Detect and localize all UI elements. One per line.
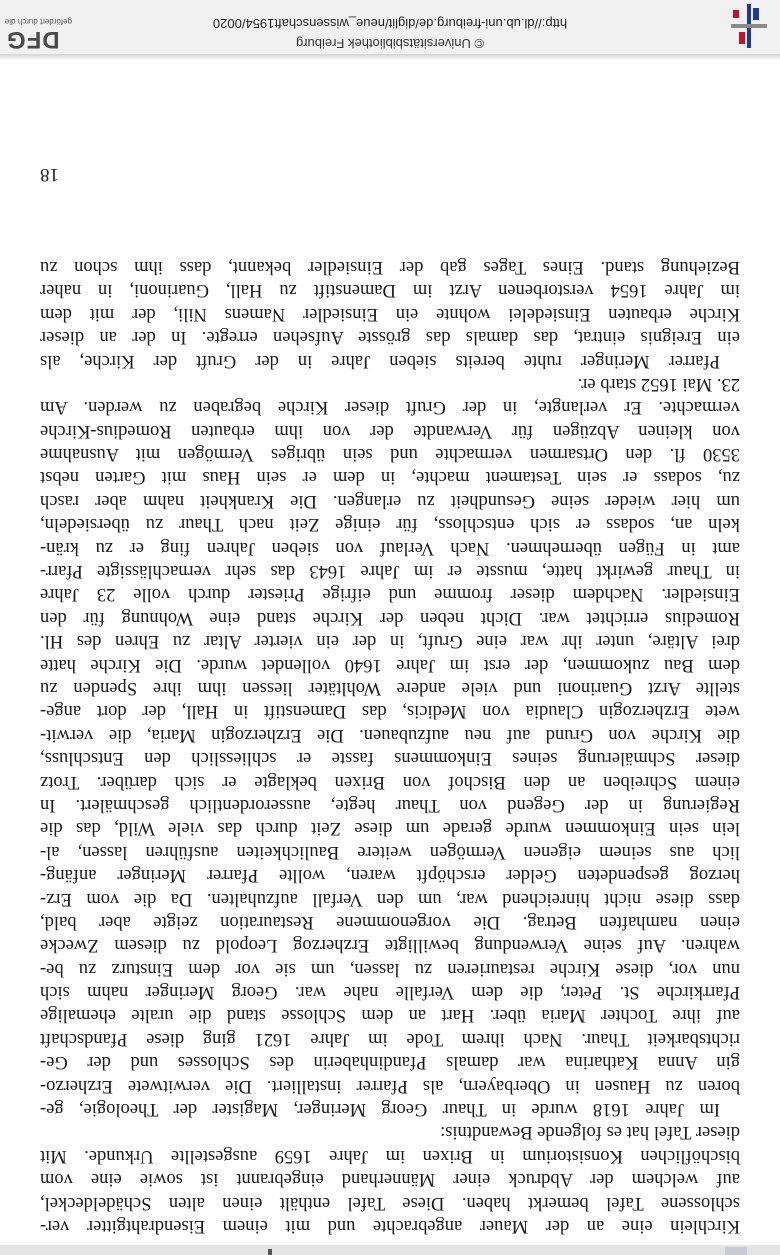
dfg-logo[interactable] xyxy=(6,17,72,52)
text-line: auf welchem der Abdruck einer Männerhand eingebrannt ist sowie eine vom xyxy=(40,1169,740,1190)
text-line: wete Erzherzogin Claudia von Medicis, das Damenstift in Hall, der dort ange- xyxy=(40,701,740,722)
text-line: Pfarrer Meringer ruhte bereits sieben Jahre in der Gruft der Kirche, als xyxy=(40,350,720,371)
strip-mark xyxy=(725,1247,747,1255)
dfg-caption: gefördert durch die xyxy=(4,17,72,26)
text-line: schlossene Tafel bemerkt haben. Diese Tafel enthält einen alten Schädeldeckel, xyxy=(40,1192,740,1213)
text-line: in Thaur gewirkt hatte, musste er im Jahre 1643 das sehr vernachlässigte Pfarr- xyxy=(40,561,740,582)
text-line: amt in Fügen übernehmen. Nach Verlauf von sieben Jahren fing er zu krän- xyxy=(40,537,740,558)
text-line: lein sein Einkommen wurde gerade um diese Zeit durch das viele Wild, das die xyxy=(40,818,740,839)
text-line: Kirche erbauten Einsiedelei wohnte ein Einsiedler Namens Nili, der mit dem xyxy=(40,303,740,324)
text-line: ein Ereignis eintrat, das damals das grösste Aufsehen erregte. In der an dieser xyxy=(40,327,740,348)
text-line: gin Anna Katharina war damals Pfandinhaberin des Schlosses und der Ge- xyxy=(40,1052,740,1073)
page-text xyxy=(40,255,740,1237)
text-line: lich aus seinem eigenen Vermögen weitere Baulichkeiten ausführen lassen, al- xyxy=(40,841,740,862)
text-line: um hier wieder seine Gesundheit zu erlangen. Die Krankheit nahm aber rasch xyxy=(40,490,740,511)
text-line: stellte Arzt Guarinoni und viele andere Wohltäter liessen ihm ihre Spenden zu xyxy=(40,678,740,699)
text-line: Romedius errichtet war. Dicht neben der Kirche stand eine Wohnung für den xyxy=(40,607,740,628)
page-number: 18 xyxy=(40,164,59,185)
text-line: auf ihre Tochter Maria über. Hart an dem Schlosse stand die uralte ehemalige xyxy=(40,1005,740,1026)
text-line: einen namhaften Betrag. Die vorgenommene Restauration zeigte aber bald, xyxy=(40,911,740,932)
text-line: keln an, sodass er sich entschloss, für einige Zeit nach Thaur zu übersiedeln, xyxy=(40,514,740,535)
text-line: dieser Schmälerung seines Einkommens fasste er schliesslich den Entschluss, xyxy=(40,748,740,769)
text-line: drei Altäre, unter ihr war eine Gruft, in der ein vierter Altar zu Ehren des Hl. xyxy=(40,631,740,652)
text-line: herzog gespendeten Gelder erschöpft waren, wollte Pfarrer Meringer anfäng- xyxy=(40,865,740,886)
strip-mark xyxy=(268,1249,272,1255)
text-line: Kirchlein eine an der Mauer angebrachte und mit einem Eisendrahtgitter ver- xyxy=(40,1216,740,1236)
text-line: Einsiedler. Nachdem dieser fromme und eifrige Priester durch volle 23 Jahre xyxy=(40,584,740,605)
text-line: dass diese nicht hinreichend war, um den Verfall aufzuhalten. Da die vom Erz- xyxy=(40,888,740,909)
text-line: Regierung in der Gegend von Thaur hegte, ausserordentlich geschmälert. In xyxy=(40,794,740,815)
viewer-footer xyxy=(0,0,780,55)
text-line: Im Jahre 1618 wurde in Thaur Georg Meringer, Magister der Theologie, ge- xyxy=(40,1099,720,1120)
text-line: dem Bau zukommen, der erst im Jahre 1640 vollendet wurde. Die Kirche hatte xyxy=(40,654,740,675)
text-line: im Jahre 1654 verstorbenen Arzt im Damenstift zu Hall, Guarinoni, in naher xyxy=(40,280,740,301)
text-line: wahren. Auf seine Verwendung bewilligte Erzherzog Leopold zu diesem Zwecke xyxy=(40,935,740,956)
text-line: nun vor, diese Kirche restaurieren zu lassen, um sie vor dem Einsturz zu be- xyxy=(40,958,740,979)
copyright-notice: © Universitätsbibliothek Freiburg xyxy=(295,36,485,51)
page-edge-shadow xyxy=(0,55,780,60)
text-line: 3530 fl. den Ortsarmen vermachte und sein übriges Vermögen mit Ausnahme xyxy=(40,444,740,465)
text-line: Pfarrkirche St. Peter, die dem Verfalle nahe war. Georg Meringer nahm sich xyxy=(40,982,740,1003)
dfg-logo-text: DFG xyxy=(6,26,60,53)
text-line: zu, sodass er sein Testament machte, in dem er sein Haus mit Garten nebst xyxy=(40,467,740,488)
page-url-link[interactable]: http://dl.ub.uni-freiburg.de/diglit/neue_wissenschaft1954/0020 xyxy=(212,16,568,31)
text-line: einem Schreiben an den Bischof von Brixen beklagte er sich darüber. Trotz xyxy=(40,771,740,792)
text-line: die Kirche von Grund auf neu aufzubauen. Die Erzherzogin Maria, die verwit- xyxy=(40,724,740,745)
text-line: von kleinen Abzügen für Verwandte der von ihm erbauten Romedius-Kirche xyxy=(40,420,740,441)
text-line: richtsbarkeit Thaur. Nach ihrem Tode im Jahre 1621 ging diese Pfandschaft xyxy=(40,1028,740,1049)
text-line: Beziehung stand. Eines Tages gab der Einsiedler bekannt, dass ihm schon zu xyxy=(40,256,740,277)
text-line: bischöflichen Konsistorium in Brixen im Jahre 1659 ausgestellte Urkunde. Mit xyxy=(40,1145,740,1166)
text-line: 23. Mai 1652 starb er. xyxy=(577,373,740,394)
text-line: boren zu Hausen in Oberbayern, als Pfarrer installiert. Die verwitwete Erzherzo- xyxy=(40,1075,740,1096)
next-page-strip xyxy=(0,1245,780,1255)
text-line: dieser Tafel hat es folgende Bewandtnis: xyxy=(440,1122,740,1143)
text-line: vermachte. Er verlangte, in der Gruft dieser Kirche begraben zu werden. Am xyxy=(40,397,740,418)
